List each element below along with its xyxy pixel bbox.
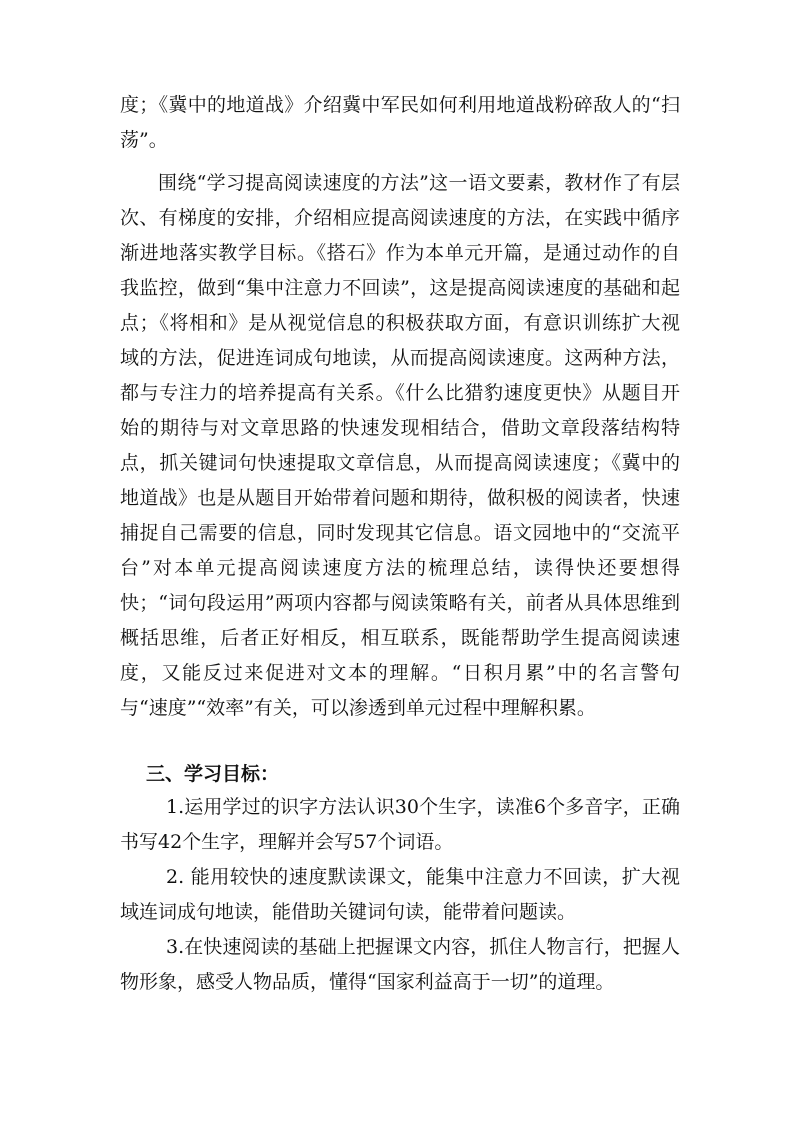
paragraph-analysis: 围绕“学习提高阅读速度的方法”这一语文要素，教材作了有层次、有梯度的安排，介绍相应提高阅读速度的方法，在实践中循序渐进地落实教学目标。《搭石》作为本单元开篇，是通过动作的自我监控，做到“集中注意力不回读”，这是提高阅读速度的基础和起点；《将相和》是从视觉信息的积极获取方面，有意识训练扩大视域的方法，促进连词成句地读，从而提高阅读速度。这两种方法，都与专注力的培养提高有关系。《什么比猎豹速度更快》从题目开始的期待与对文章思路的快速发现相结合，借助文章段落结构特点，抓关键词句快速提取文章信息，从而提高阅读速度；《冀中的地道战》也是从题目开始带着问题和期待，做积极的阅读者，快速捕捉自己需要的信息，同时发现其它信息。语文园地中的“交流平台”对本单元提高阅读速度方法的梳理总结，读得快还要想得快；“词句段运用”两项内容都与阅读策略有关，前者从具体思维到概括思维，后者正好相反，相互联系，既能帮助学生提高阅读速度，又能反过来促进对文本的理解。“日积月累”中的名言警句与“速度”“效率”有关，可以渗透到单元过程中理解积累。	[120, 172, 680, 719]
section-heading-learning-goals: 三、学习目标：	[146, 763, 280, 785]
goal-item-3: 3.在快速阅读的基础上把握课文内容，抓住人物言行，把握人物形象，感受人物品质，懂得“国家利益高于一切”的道理。	[120, 936, 680, 993]
goal-item-2: 2. 能用较快的速度默读课文，能集中注意力不回读，扩大视域连词成句地读，能借助关键词句读，能带着问题读。	[120, 866, 680, 923]
goal-item-1: 1.运用学过的识字方法认识30个生字，读准6个多音字，正确书写42个生字，理解并会写57个词语。	[120, 796, 680, 853]
paragraph-continuation: 度；《冀中的地道战》介绍冀中军民如何利用地道战粉碎敌人的“扫荡”。	[120, 94, 680, 151]
